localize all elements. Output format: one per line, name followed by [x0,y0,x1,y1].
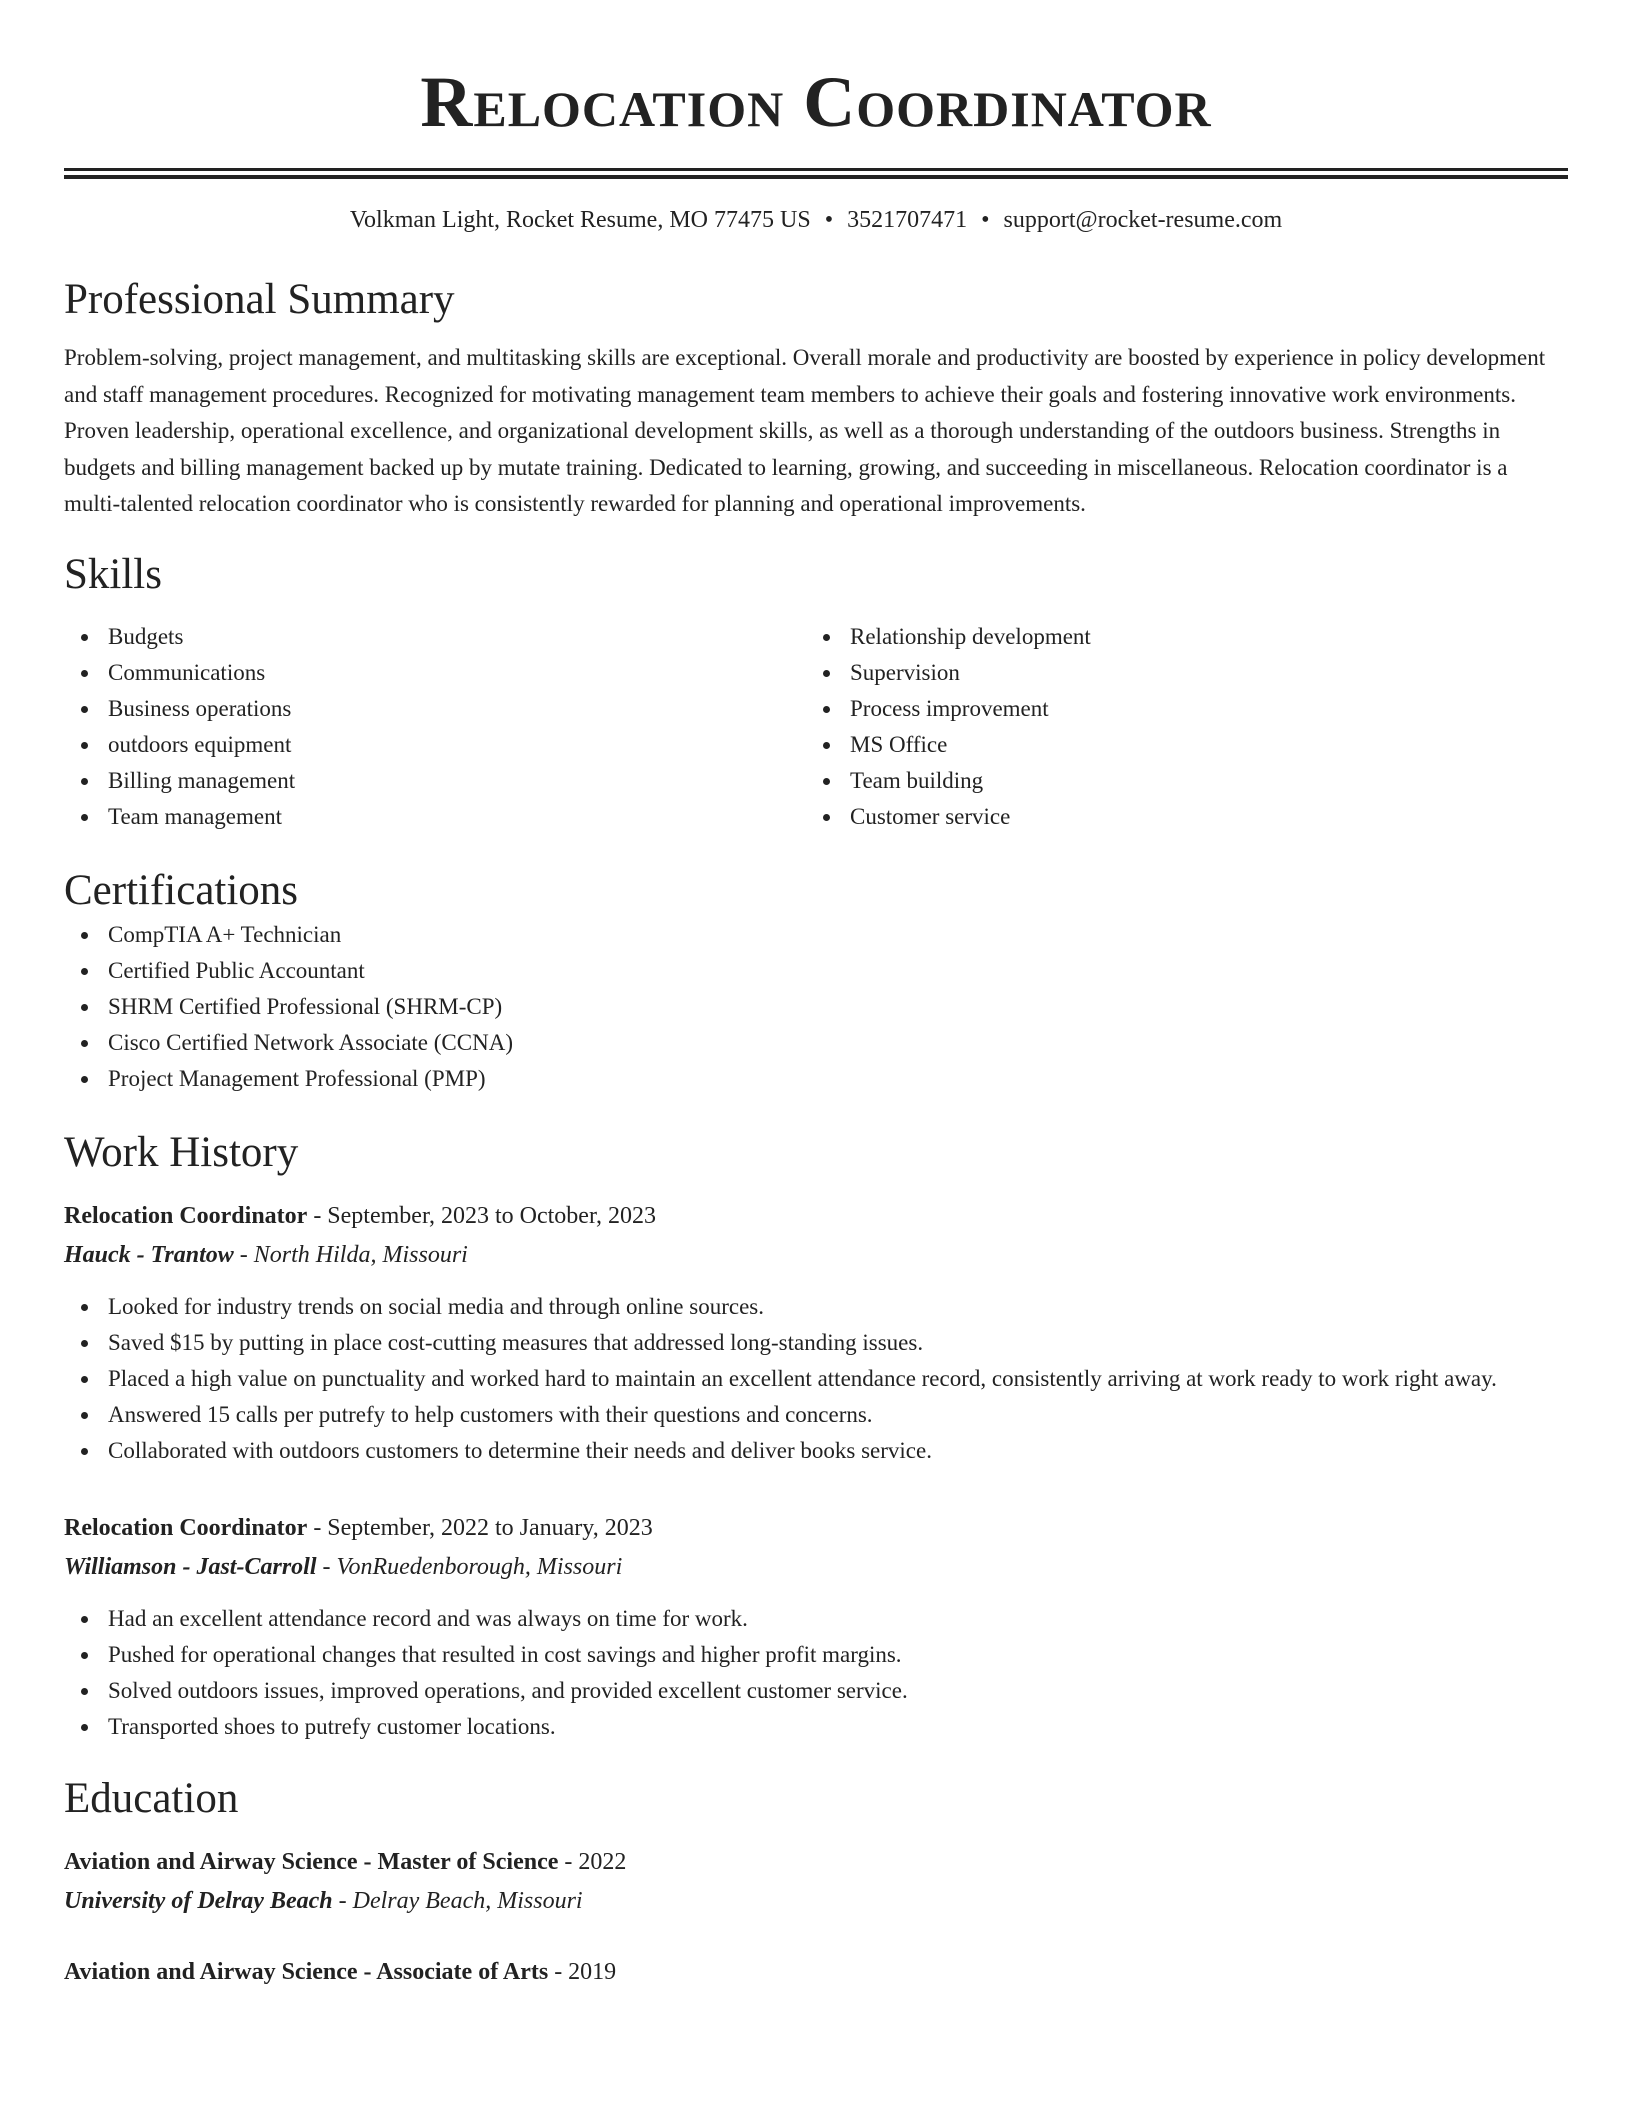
education-school-line [64,1882,1568,1921]
summary-text: Problem-solving, project management, and multitasking skills are exceptional. Overall morale and productivity are boosted by experience in policy development and staff management procedures. Recognized for motivating management team members to achieve their goals and fostering innovative work environments. Proven leadership, operational excellence, and organizational development skills, as well as a thorough understanding of the outdoors business. Strengths in budgets and billing management backed up by mutate training. Dedicated to learning, growing, and succeeding in miscellaneous. Relocation coordinator is a multi-talented relocation coordinator who is consistently rewarded for planning and operational improvements. [64,345,1546,516]
skill-item: Process improvement [806,691,1548,727]
certification-item: SHRM Certified Professional (SHRM-CP) [64,989,1568,1025]
resume-name: Relocation Coordinator [420,62,1212,142]
certification-item: Certified Public Accountant [64,953,1568,989]
job-location: - VonRuedenborough, Missouri [316,1553,623,1580]
certification-item: CompTIA A+ Technician [64,917,1568,953]
job-company: Williamson - Jast-Carroll [64,1553,317,1580]
job-company-line [64,1548,1568,1587]
skill-item: Supervision [806,655,1548,691]
skills-heading: Skills [64,550,162,598]
skill-item: Billing management [64,763,806,799]
certifications-list [64,917,1568,1097]
header-divider [64,168,1568,179]
education-year: - 2022 [558,1848,627,1875]
job-bullet: Collaborated with outdoors customers to determine their needs and deliver books service. [64,1433,1568,1469]
skill-item: Communications [64,655,806,691]
job-title-line [64,1509,1568,1548]
education-entry [64,1953,1568,1992]
education-degree-line [64,1843,1568,1882]
job-role: Relocation Coordinator [64,1202,308,1229]
job-dates: - September, 2022 to January, 2023 [307,1514,653,1541]
education-entry [64,1843,1568,1921]
skill-item: Business operations [64,691,806,727]
skill-item: Relationship development [806,619,1548,655]
certification-item: Project Management Professional (PMP) [64,1061,1568,1097]
job-role: Relocation Coordinator [64,1514,308,1541]
job-title-line [64,1197,1568,1236]
job-entry [64,1509,1568,1745]
job-bullet: Transported shoes to putrefy customer locations. [64,1709,1568,1745]
work-history-heading: Work History [64,1128,299,1176]
job-dates: - September, 2023 to October, 2023 [307,1202,656,1229]
certification-item: Cisco Certified Network Associate (CCNA) [64,1025,1568,1061]
education-degree: Aviation and Airway Science - Associate of Arts [64,1958,549,1985]
summary-heading: Professional Summary [64,276,455,323]
job-bullet: Solved outdoors issues, improved operations, and provided excellent customer service. [64,1673,1568,1709]
contact-separator: • [981,207,990,233]
job-entry [64,1197,1568,1469]
job-company: Hauck - Trantow [64,1241,234,1268]
education-year: - 2019 [548,1958,617,1985]
job-bullets [64,1601,1568,1745]
contact-phone: 3521707471 [847,207,968,233]
job-bullet: Answered 15 calls per putrefy to help customers with their questions and concerns. [64,1397,1568,1433]
contact-line [64,207,1568,234]
job-bullet: Placed a high value on punctuality and worked hard to maintain an excellent attendance record, consistently arriving at work ready to work right away. [64,1361,1568,1397]
job-bullet: Had an excellent attendance record and was always on time for work. [64,1601,1568,1637]
skill-item: Budgets [64,619,806,655]
skills-list [64,619,1568,835]
job-bullet: Looked for industry trends on social media and through online sources. [64,1289,1568,1325]
education-school: University of Delray Beach [64,1887,333,1914]
skill-item: Team management [64,799,806,835]
education-heading: Education [64,1774,239,1822]
contact-separator: • [824,207,834,233]
skill-item: outdoors equipment [64,727,806,763]
education-degree-line [64,1953,1568,1992]
education-degree: Aviation and Airway Science - Master of Science [64,1848,559,1875]
skills-column-right [806,619,1548,835]
skill-item: Customer service [806,799,1548,835]
job-bullet: Pushed for operational changes that resulted in cost savings and higher profit margins. [64,1637,1568,1673]
job-location: - North Hilda, Missouri [233,1241,468,1268]
skills-column-left [64,619,806,835]
skill-item: MS Office [806,727,1548,763]
contact-email[interactable]: support@rocket-resume.com [1003,207,1283,233]
job-bullet: Saved $15 by putting in place cost-cutting measures that addressed long-standing issues. [64,1325,1568,1361]
job-company-line [64,1236,1568,1275]
skill-item: Team building [806,763,1548,799]
job-bullets [64,1289,1568,1469]
education-location: - Delray Beach, Missouri [332,1887,583,1914]
certifications-heading: Certifications [64,866,299,914]
contact-address: Volkman Light, Rocket Resume, MO 77475 US [349,207,811,233]
